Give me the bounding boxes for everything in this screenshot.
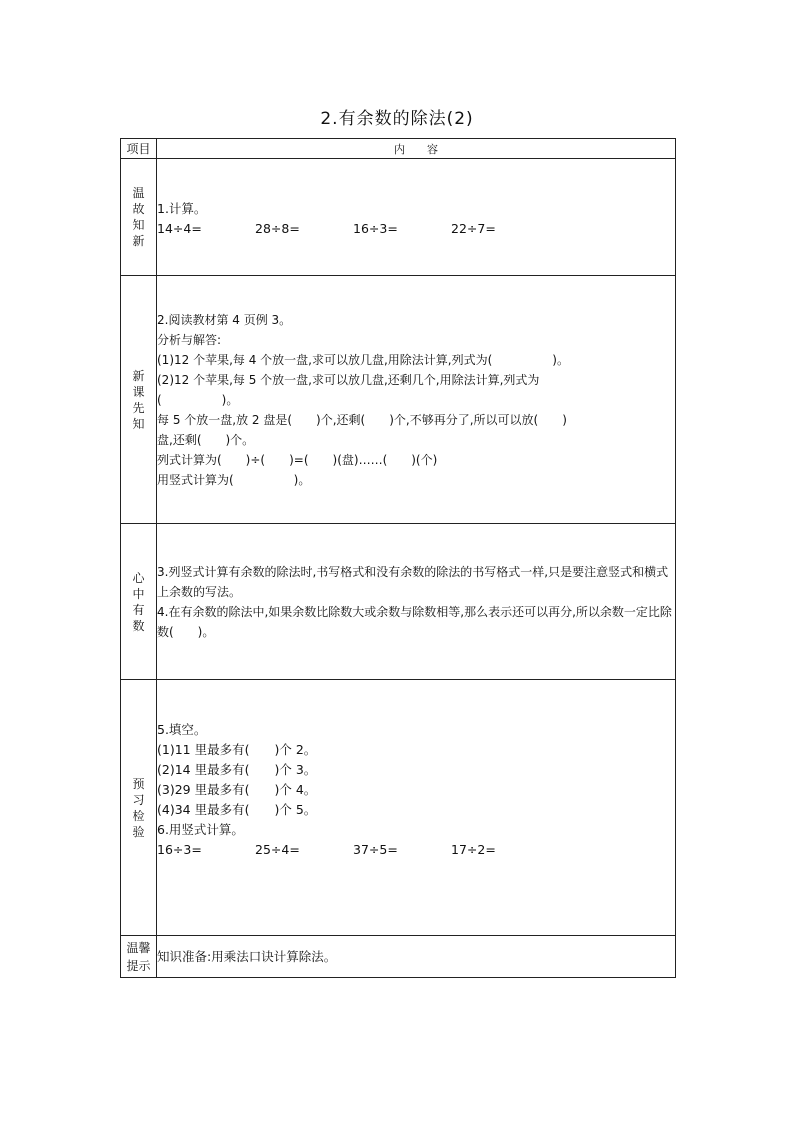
section-label-review: 温故知新 bbox=[132, 186, 145, 248]
key-point-3: 3.列竖式计算有余数的除法时,书写格式和没有余数的除法的书写格式一样,只是要注意竖式和横式上余数的写法。 bbox=[157, 564, 669, 599]
check-calc-row bbox=[157, 840, 675, 860]
section-label-key-points: 心中有数 bbox=[132, 570, 145, 633]
section-tip bbox=[121, 936, 676, 978]
lesson-line: ( )。 bbox=[157, 392, 239, 407]
lesson-line: 分析与解答: bbox=[157, 332, 222, 347]
header-content-label: 内 容 bbox=[157, 139, 676, 159]
calc-item: 17÷2= bbox=[451, 841, 496, 857]
check-question-5: 5.填空。 bbox=[157, 721, 207, 737]
check-question-6: 6.用竖式计算。 bbox=[157, 821, 244, 837]
section-key-points bbox=[121, 524, 676, 680]
review-question-1: 1.计算。 bbox=[157, 201, 207, 216]
lesson-line: 列式计算为( )÷( )=( )(盘)……( )(个) bbox=[157, 452, 438, 467]
section-label-tip-line2: 提示 bbox=[126, 958, 151, 973]
calc-item: 22÷7= bbox=[451, 221, 496, 236]
calc-item: 16÷3= bbox=[353, 221, 398, 236]
calc-item: 16÷3= bbox=[157, 841, 202, 857]
header-row bbox=[121, 139, 676, 159]
lesson-line: 用竖式计算为( )。 bbox=[157, 472, 311, 487]
section-label-check: 预习检验 bbox=[132, 776, 145, 839]
review-calc-row bbox=[157, 219, 675, 239]
calc-item: 37÷5= bbox=[353, 841, 398, 857]
fill-item: (4)34 里最多有( )个 5。 bbox=[157, 801, 317, 817]
lesson-line: 2.阅读教材第 4 页例 3。 bbox=[157, 312, 292, 327]
fill-item: (1)11 里最多有( )个 2。 bbox=[157, 741, 317, 757]
header-item-label: 项目 bbox=[121, 139, 157, 159]
fill-item: (3)29 里最多有( )个 4。 bbox=[157, 781, 317, 797]
section-label-tip-line1: 温馨 bbox=[126, 940, 151, 955]
section-review bbox=[121, 159, 676, 276]
section-check bbox=[121, 680, 676, 936]
calc-item: 25÷4= bbox=[255, 841, 300, 857]
calc-item: 14÷4= bbox=[157, 221, 202, 236]
lesson-line: 每 5 个放一盘,放 2 盘是( )个,还剩( )个,不够再分了,所以可以放( ) bbox=[157, 412, 567, 427]
page-title: 2.有余数的除法(2) bbox=[320, 109, 474, 129]
lesson-line: 盘,还剩( )个。 bbox=[157, 432, 255, 447]
worksheet-table bbox=[120, 138, 676, 978]
lesson-line: (2)12 个苹果,每 5 个放一盘,求可以放几盘,还剩几个,用除法计算,列式为 bbox=[157, 372, 540, 387]
key-point-4: 4.在有余数的除法中,如果余数比除数大或余数与除数相等,那么表示还可以再分,所以余数一定比除数( )。 bbox=[157, 604, 672, 639]
fill-item: (2)14 里最多有( )个 3。 bbox=[157, 761, 317, 777]
lesson-line: (1)12 个苹果,每 4 个放一盘,求可以放几盘,用除法计算,列式为( )。 bbox=[157, 352, 569, 367]
tip-text: 知识准备:用乘法口诀计算除法。 bbox=[157, 948, 337, 964]
section-label-new-lesson: 新课先知 bbox=[132, 368, 145, 431]
section-new-lesson bbox=[121, 276, 676, 524]
calc-item: 28÷8= bbox=[255, 221, 300, 236]
